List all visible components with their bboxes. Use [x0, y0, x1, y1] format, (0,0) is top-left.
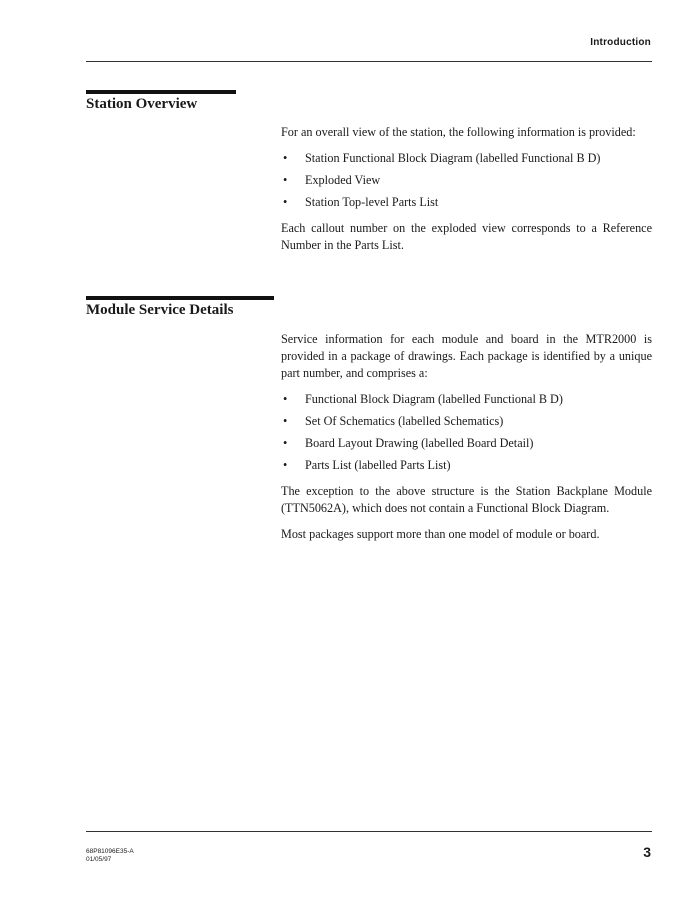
station-overview-body: [281, 124, 652, 263]
station-overview-heading-bar: [86, 90, 236, 94]
page-number: 3: [643, 844, 651, 860]
footer-divider: [86, 831, 652, 832]
document-date: 01/05/97: [86, 856, 112, 863]
module-service-list: [281, 391, 652, 474]
list-item: • Parts List (labelled Parts List): [283, 458, 451, 472]
module-service-heading: Module Service Details: [86, 302, 234, 318]
station-overview-heading: Station Overview: [86, 96, 198, 112]
bullet-icon: •: [283, 195, 288, 209]
station-overview-intro: For an overall view of the station, the following information is provided:: [281, 125, 636, 139]
list-item: • Set Of Schematics (labelled Schematics): [283, 414, 504, 428]
bullet-icon: •: [283, 458, 288, 472]
header-divider: [86, 61, 652, 62]
station-overview-list: [281, 150, 652, 211]
module-service-heading-bar: [86, 296, 274, 300]
running-header-title: Introduction: [590, 37, 651, 48]
list-item: • Board Layout Drawing (labelled Board Detail): [283, 436, 534, 450]
list-item: • Station Top-level Parts List: [283, 195, 439, 209]
footer-doc-info: [86, 848, 134, 864]
list-item: • Exploded View: [283, 173, 381, 187]
list-item: • Station Functional Block Diagram (labelled Functional B D): [283, 151, 601, 165]
bullet-icon: •: [283, 173, 288, 187]
module-service-intro: Service information for each module and board in the MTR2000 is provided in a package of drawings. Each package is identified by a unique part number, and comprises a:: [281, 332, 652, 380]
station-overview-paragraph: Each callout number on the exploded view corresponds to a Reference Number in the Parts List.: [281, 221, 652, 252]
module-service-closing-paragraph: Most packages support more than one model of module or board.: [281, 527, 600, 541]
module-service-exception-paragraph: The exception to the above structure is the Station Backplane Module (TTN5062A), which does not contain a Functional Block Diagram.: [281, 484, 652, 515]
bullet-icon: •: [283, 436, 288, 450]
module-service-body: [281, 331, 652, 552]
bullet-icon: •: [283, 392, 288, 406]
list-item: • Functional Block Diagram (labelled Functional B D): [283, 392, 563, 406]
bullet-icon: •: [283, 151, 288, 165]
document-number: 68P81096E35-A: [86, 848, 134, 855]
bullet-icon: •: [283, 414, 288, 428]
